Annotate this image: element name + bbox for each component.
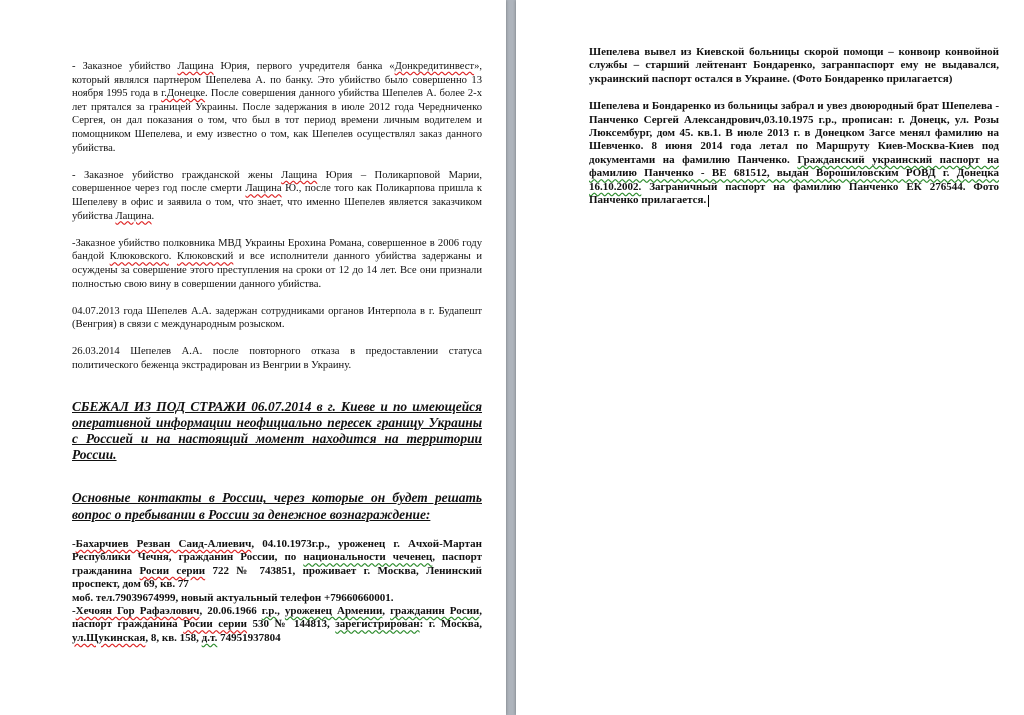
text-run: , 8, кв. 158, [145, 631, 202, 644]
misspelled-word[interactable]: Лащина [245, 183, 282, 195]
text-run: », который являлся партнером Шепелева А. по банку. Это убийство было совершенно 13 ноября 1995 года в [72, 61, 483, 100]
misspelled-word[interactable]: Клюковского [109, 251, 169, 263]
misspelled-word[interactable]: Росии серии [183, 618, 247, 631]
text-run: - Заказное убийство [72, 61, 178, 72]
grammar-flagged-phrase[interactable]: гражданин Росии [390, 604, 480, 617]
grammar-flagged-phrase[interactable]: г.р. [261, 604, 278, 617]
contact-khechoyan [72, 605, 482, 645]
paragraph-bondarenko: Шепелева вывел из Киевской больницы скорой помощи – конвоир конвойной службы – старший лейтенант Бондаренко, загранпаспорт ему не выдавался, украинский паспорт остался в Украине. (Фото Бондаренко прилагается) [589, 46, 999, 85]
heading-contacts-russia: Основные контакты в России, через которые он будет решать вопрос о пребывании в России за денежное вознаграждение: [72, 490, 482, 522]
text-run: - Заказное убийство гражданской жены [72, 169, 282, 181]
text-run: Шепелева и Бондаренко из больницы забрал и увез двоюродный брат Шепелева - Панченко Сергей Александрович,03.10.1975 г.р., прописан: г. Донецк, ул. Розы Люксембург, дом 45. кв.1. В июле 2013 г. в Донецком Загсе менял фамилию на Шевченко. 8 июня 2014 года летал по Маршруту Киев-Москва-Киев под документами на фамилию Панченко. [589, 100, 999, 166]
text-run: -Заказное убийство полковника МВД Украины Ерохина Романа, совершенное в 2006 году бандой [72, 237, 482, 263]
text-run: 74951937804 [217, 631, 281, 644]
grammar-flagged-phrase[interactable]: Гражданский украинский паспорт на фамилию Панченко - ВЕ 681512, выдан Ворошиловским РОВД г. Донецка 16.10.2002. [589, 153, 999, 193]
contact-phones: моб. тел.79039674999, новый актуальный телефон +79660660001. [72, 591, 394, 604]
text-run: 530 № 144813, [246, 618, 336, 631]
misspelled-word[interactable]: ул.Щукинская [72, 631, 146, 644]
paragraph-erokhin-murder [72, 237, 482, 291]
grammar-flagged-phrase[interactable]: д.т. [201, 631, 218, 644]
paragraph-extradition: 26.03.2014 Шепелев А.А. после повторного отказа в предоставлении статуса политического беженца экстрадирован из Венгрии в Украину. [72, 346, 482, 372]
text-run: - [72, 604, 76, 617]
text-run: , паспорт гражданина [72, 604, 482, 631]
misspelled-word[interactable]: Лащина [281, 169, 318, 181]
misspelled-word[interactable]: Росии серии [139, 564, 206, 577]
paragraph-lashchin-murder [72, 60, 482, 155]
paragraph-interpol-arrest: 04.07.2013 года Шепелев А.А. задержан сотрудниками органов Интерпола в г. Будапешт (Венгрия) в связи с международным розыском. [72, 305, 482, 331]
text-run: - [72, 537, 76, 550]
misspelled-word[interactable]: Лащина [115, 210, 152, 222]
text-cursor [708, 195, 709, 207]
heading-escaped: СБЕЖАЛ ИЗ ПОД СТРАЖИ 06.07.2014 в г. Киеве и по имеющейся оперативной информации неофициально пересек границу Украины с Россией и на настоящий момент находится на территории России. [72, 398, 482, 463]
text-run: , 20.06.1966 [199, 604, 262, 617]
paragraph-panchenko [589, 100, 999, 207]
misspelled-word[interactable]: Клюковский [176, 251, 234, 263]
text-run: , 04.10.1973г.р., уроженец г. Ачхой-Мартан Республики Чечня, гражданин России, по [72, 537, 482, 564]
misspelled-word[interactable]: г.Донецке [161, 88, 206, 100]
document-page-right [516, 0, 1024, 715]
text-run: . После совершения данного убийства Шепелев А. более 2-х лет прятался за границей Украины. После задержания в июле 2012 года Чередниченко Сергея, он дал показания о том, что был в тот период времени личным водителем и помощником Шепелева, и ему известно о том, как Шепелев осуществлял заказ данного убийства. [72, 88, 482, 154]
misspelled-word[interactable]: Лащина [177, 61, 214, 72]
paragraph-polikarpova-murder [72, 169, 482, 223]
contact-bakharchiev [72, 538, 482, 605]
page-right-content [589, 46, 999, 207]
misspelled-word[interactable]: Бахарчиев Резван Саид-Алиевич [75, 537, 252, 550]
text-run: : г. Москва, [419, 618, 482, 631]
text-run: и все исполнители данного убийства задержаны и осуждены за совершение этого преступления на сроки от 12 до 14 лет. Все они признали полностью свою вину в совершении данного убийства. [72, 251, 483, 290]
grammar-flagged-phrase[interactable]: национальности чеченец [303, 551, 433, 564]
text-run: Юрия, первого учредителя банка « [213, 61, 395, 72]
grammar-flagged-phrase[interactable]: уроженец Армении [284, 604, 383, 617]
text-run: . [168, 251, 177, 263]
misspelled-word[interactable]: Донкредитинвест [394, 61, 475, 72]
text-run: . [151, 210, 155, 222]
text-run: Ю., после того как Поликарпова пришла к Шепелеву в офис и заявила о том, что знает, что именно Шепелев является заказчиком убийства [72, 183, 482, 222]
text-run: Юрия – Поликарповой Марии, совершенное через год после смерти [72, 169, 482, 195]
text-run: , [382, 604, 391, 617]
text-run: , [277, 604, 285, 617]
misspelled-word[interactable]: Хечоян Гор Рафаэлович [75, 604, 200, 617]
grammar-flagged-phrase[interactable]: зарегистрирован [335, 618, 420, 631]
text-run: Заграничный паспорт на фамилию Панченко ЕК 276544. Фото Панченко прилагается. [589, 180, 999, 207]
text-run: , паспорт гражданина [72, 551, 482, 577]
document-page-left [0, 0, 506, 715]
text-run: 722 № 743851, проживает г. Москва, Ленинский проспект, дом 69, кв. 77 [72, 564, 482, 591]
page-left-content [72, 60, 482, 645]
